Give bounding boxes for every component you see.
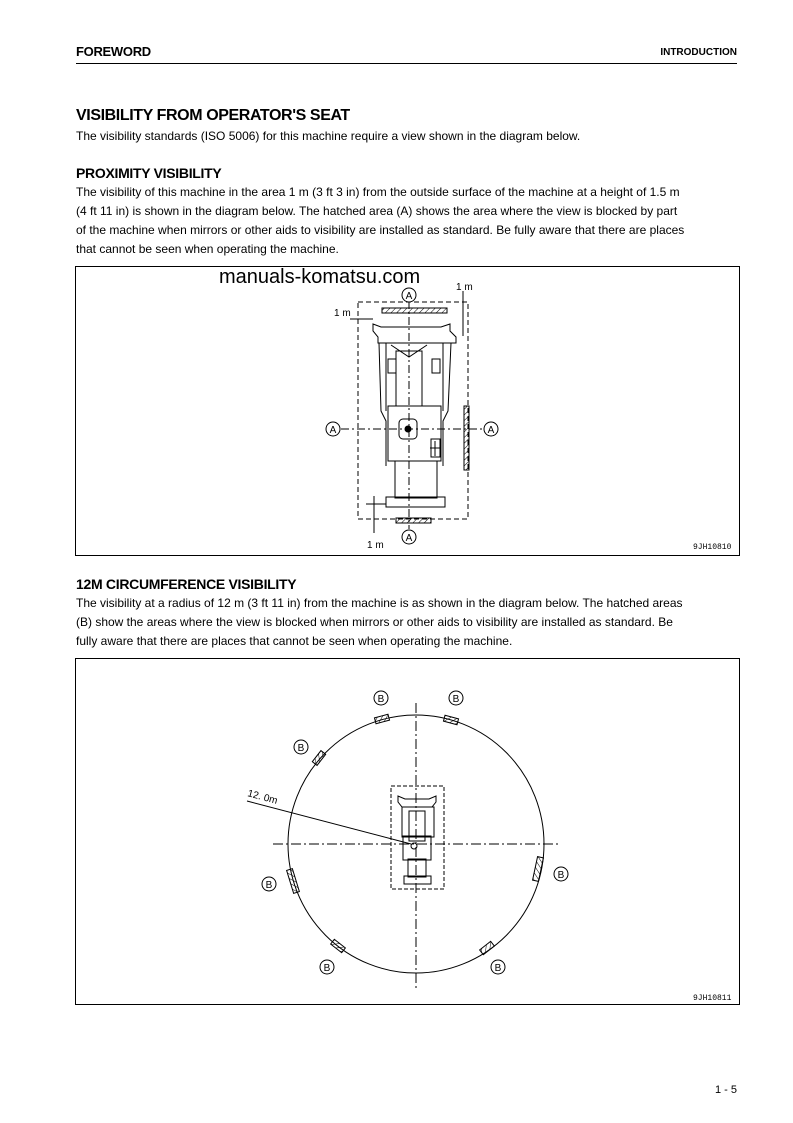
circumference-figure: [75, 658, 740, 1005]
hatched-area-rear: [396, 518, 431, 523]
area-label: B: [452, 694, 460, 705]
hatched-area: [374, 714, 389, 723]
hatched-area: [480, 941, 495, 954]
proximity-heading: PROXIMITY VISIBILITY: [76, 165, 222, 181]
proximity-line: (4 ft 11 in) is shown in the diagram below. The hatched area (A) shows the area where the view is blocked by part: [76, 204, 678, 218]
hatched-area-front: [382, 308, 447, 313]
area-label: B: [265, 880, 273, 891]
dozer-top-view: [398, 796, 436, 884]
area-label: B: [377, 694, 385, 705]
area-label: B: [494, 963, 502, 974]
area-label: A: [487, 425, 495, 436]
radius-label: 12. 0m: [246, 788, 279, 807]
dozer-top-view: [373, 324, 456, 507]
proximity-diagram: [76, 267, 741, 557]
figure-code: 9JH10811: [693, 994, 732, 1003]
proximity-figure: [75, 266, 740, 556]
figure-code: 9JH10810: [693, 543, 732, 552]
area-label: A: [405, 291, 413, 302]
proximity-line: The visibility of this machine in the area 1 m (3 ft 3 in) from the outside surface of the machine at a height of 1.5 m: [76, 185, 680, 199]
dimension-label: 1 m: [456, 282, 473, 293]
header-rule: [76, 63, 737, 64]
visibility-boundary: [358, 302, 468, 519]
proximity-line: of the machine when mirrors or other aids to visibility are installed as standard. Be fully aware that there are places: [76, 223, 685, 237]
hatched-area: [443, 715, 458, 724]
proximity-line: that cannot be seen when operating the machine.: [76, 242, 339, 256]
hatched-area: [312, 751, 325, 766]
watermark: manuals-komatsu.com: [219, 267, 421, 288]
area-label: A: [329, 425, 337, 436]
hatched-area: [287, 869, 300, 894]
circumference-heading: 12M CIRCUMFERENCE VISIBILITY: [76, 576, 297, 592]
area-label: B: [297, 743, 305, 754]
header-section: FOREWORD: [76, 44, 151, 59]
dimension-label: 1 m: [334, 308, 351, 319]
circumference-line: (B) show the areas where the view is blocked when mirrors or other aids to visibility are installed as standard. Be: [76, 615, 673, 629]
dimension-label: 1 m: [367, 540, 384, 551]
area-label: B: [323, 963, 331, 974]
page-title: VISIBILITY FROM OPERATOR'S SEAT: [76, 107, 350, 124]
circumference-line: fully aware that there are places that cannot be seen when operating the machine.: [76, 634, 513, 648]
area-label: A: [405, 533, 413, 544]
page-number: 1 - 5: [714, 1084, 737, 1096]
circumference-line: The visibility at a radius of 12 m (3 ft 11 in) from the machine is as shown in the diagram below. The hatched areas: [76, 596, 683, 610]
intro-text: The visibility standards (ISO 5006) for this machine require a view shown in the diagram below.: [76, 129, 581, 143]
area-label: B: [557, 870, 565, 881]
header-chapter: INTRODUCTION: [660, 47, 737, 58]
circumference-diagram: [76, 659, 741, 1006]
hatched-area: [331, 939, 346, 952]
hatched-area-right: [464, 406, 469, 470]
